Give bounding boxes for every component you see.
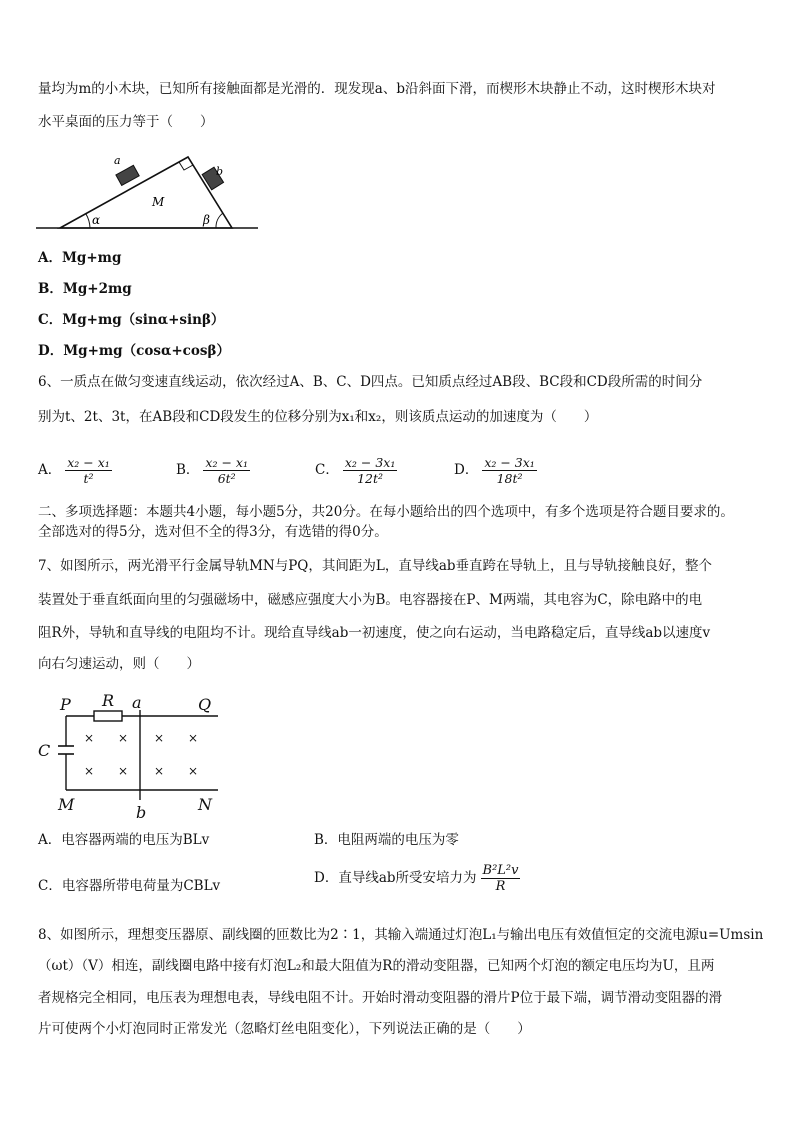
resistor-R bbox=[94, 711, 122, 721]
label-beta: β bbox=[203, 213, 210, 227]
label-M: M bbox=[152, 195, 165, 209]
field-mark: × bbox=[154, 731, 165, 745]
q6-option-b: B． $\frac{\text{x₂ − x₁}}{\text{6t²}}$ bbox=[176, 455, 248, 486]
q5-option-c: C．Mg+mg（sinα+sinβ） bbox=[38, 312, 225, 328]
label-C: C bbox=[38, 741, 51, 760]
q7-option-d: D．直导线ab所受安培力为 $\frac{\text{B²L²v}}{R}$ bbox=[314, 863, 519, 894]
q5-option-d: D．Mg+mg（cosα+cosβ） bbox=[38, 343, 230, 359]
label-N: N bbox=[198, 795, 212, 814]
label-P: P bbox=[60, 695, 71, 714]
label-a: a bbox=[114, 154, 121, 167]
q8-stem-line-3: 者规格完全相同，电压表为理想电表，导线电阻不计。开始时滑动变阻器的滑片P位于最下端，调节滑动变阻器的滑 bbox=[38, 990, 723, 1006]
field-mark: × bbox=[188, 731, 199, 745]
label-b: b bbox=[216, 165, 224, 178]
field-mark: × bbox=[118, 731, 129, 745]
q7-option-a: A．电容器两端的电压为BLv bbox=[38, 832, 210, 848]
label-b: b bbox=[136, 803, 147, 822]
label-R: R bbox=[102, 691, 115, 710]
block-a bbox=[116, 165, 139, 185]
label-a: a bbox=[132, 693, 142, 712]
q8-stem-line-2: （ωt）（V）相连，副线圈电路中接有灯泡L₂和最大阻值为R的滑动变阻器，已知两个灯泡的额定电压均为U，且两 bbox=[38, 958, 715, 974]
q7-circuit-figure bbox=[36, 690, 226, 822]
label-Q: Q bbox=[198, 695, 212, 714]
q7-stem-line-3: 阻R外，导轨和直导线的电阻均不计。现给直导线ab一初速度，使之向右运动，当电路稳定后，直导线ab以速度v bbox=[38, 625, 711, 641]
q8-stem-line-4: 片可使两个小灯泡同时正常发光（忽略灯丝电阻变化），下列说法正确的是（ ） bbox=[38, 1021, 531, 1037]
field-mark: × bbox=[84, 764, 95, 778]
q7-option-b: B．电阻两端的电压为零 bbox=[314, 832, 459, 848]
q6-option-c: C． $\frac{\text{x₂ − 3x₁}}{\text{12t²}}$ bbox=[315, 455, 396, 486]
label-M: M bbox=[58, 795, 75, 814]
field-mark: × bbox=[118, 764, 129, 778]
q8-stem-line-1: 8、如图所示，理想变压器原、副线圈的匝数比为2∶1，其输入端通过灯泡L₁与输出电压有效值恒定的交流电源u=Umsin bbox=[38, 927, 764, 943]
q7-stem-line-2: 装置处于垂直纸面向里的匀强磁场中，磁感应强度大小为B。电容器接在P、M两端，其电容为C，除电路中的电 bbox=[38, 592, 703, 608]
section2-line-2: 全部选对的得5分，选对但不全的得3分，有选错的得0分。 bbox=[38, 524, 388, 540]
q7-option-c: C．电容器所带电荷量为CBLv bbox=[38, 878, 221, 894]
q5-option-b: B．Mg+2mg bbox=[38, 281, 132, 297]
q5-option-a: A．Mg+mg bbox=[38, 250, 122, 266]
q6-stem-line-2: 别为t、2t、3t，在AB段和CD段发生的位移分别为x₁和x₂，则该质点运动的加速度为（ ） bbox=[38, 409, 598, 425]
field-mark: × bbox=[84, 731, 95, 745]
q5-stem-line-1: 量均为m的小木块，已知所有接触面都是光滑的．现发现a、b沿斜面下滑，而楔形木块静止不动，这时楔形木块对 bbox=[38, 81, 716, 97]
q5-wedge-figure bbox=[36, 148, 261, 233]
q7-stem-line-1: 7、如图所示，两光滑平行金属导轨MN与PQ，其间距为L，直导线ab垂直跨在导轨上，且与导轨接触良好，整个 bbox=[38, 558, 713, 574]
field-mark: × bbox=[188, 764, 199, 778]
field-mark: × bbox=[154, 764, 165, 778]
section2-line-1: 二、多项选择题：本题共4小题，每小题5分，共20分。在每小题给出的四个选项中，有多个选项是符合题目要求的。 bbox=[38, 504, 734, 520]
label-alpha: α bbox=[92, 213, 101, 227]
q7-stem-line-4: 向右匀速运动，则（ ） bbox=[38, 656, 200, 672]
q6-option-a: A． $\frac{\text{x₂ − x₁}}{\text{t²}}$ bbox=[38, 455, 110, 486]
q6-option-d: D． $\frac{\text{x₂ − 3x₁}}{\text{18t²}}$ bbox=[454, 455, 535, 486]
q5-stem-line-2: 水平桌面的压力等于（ ） bbox=[38, 114, 214, 130]
q6-stem-line-1: 6、一质点在做匀变速直线运动，依次经过A、B、C、D四点。已知质点经过AB段、BC段和CD段所需的时间分 bbox=[38, 374, 703, 390]
